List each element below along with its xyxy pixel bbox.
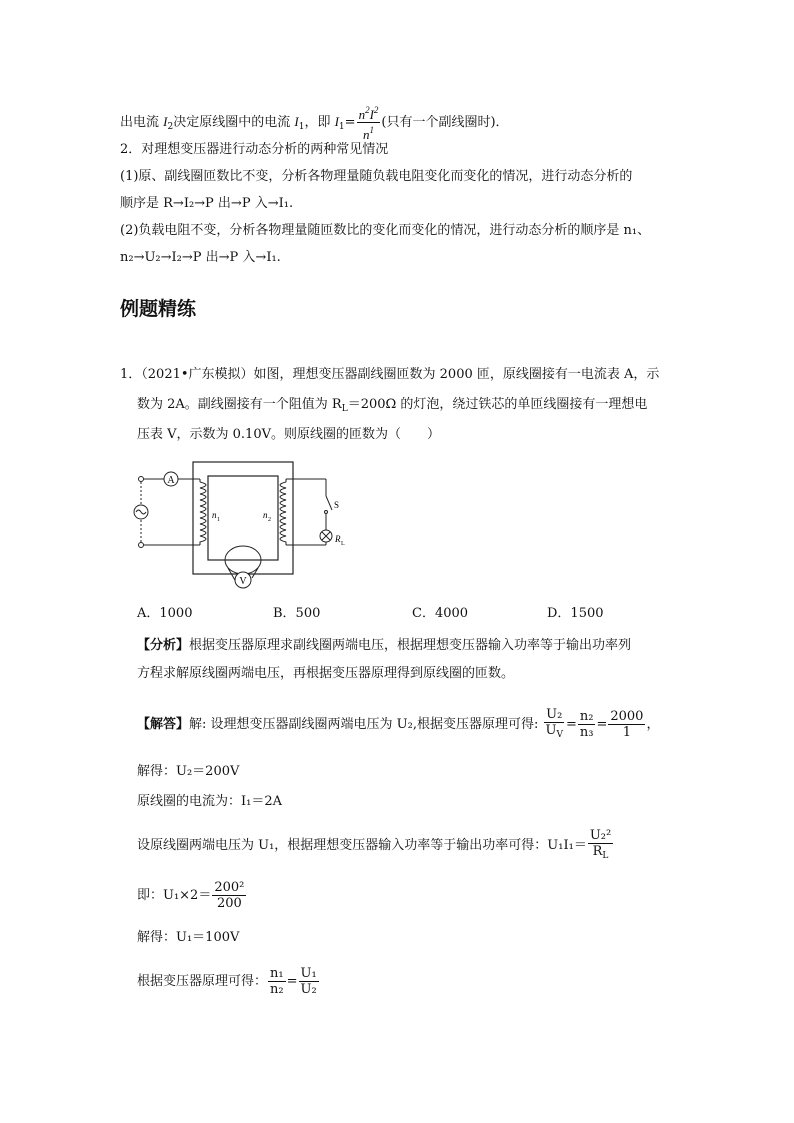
- ji-fraction: [212, 880, 246, 911]
- intro-text-b: 决定原线圈中的电流: [173, 115, 295, 130]
- intro-line: [120, 103, 509, 142]
- option-a: A．1000: [137, 606, 193, 621]
- frac-num-sup2: 2: [373, 105, 379, 115]
- power-den-sub: L: [602, 850, 609, 861]
- f3-num: 2000: [610, 709, 644, 724]
- last-num2: U₁: [300, 966, 317, 981]
- switch-label: S: [334, 500, 340, 510]
- question-line3: 压表 V，示数为 0.10V。则原线圈的匝数为（ ）: [137, 427, 440, 442]
- n1-sub-label: 1: [217, 517, 220, 523]
- case2-line1: (2)负载电阻不变，分析各物理量随匝数比的变化而变化的情况，进行动态分析的顺序是 n₁、: [120, 223, 651, 238]
- power-fraction: [588, 828, 613, 864]
- terminal-bottom: [139, 543, 144, 548]
- f1-den-sub: V: [556, 729, 563, 740]
- solution-text1: 解: 设理想变压器副线圈两端电压为 U₂,根据变压器原理可得:: [189, 717, 539, 732]
- eq-sign: =: [344, 115, 356, 130]
- result2: 解得：U₁＝100V: [137, 930, 240, 945]
- voltmeter-label: V: [239, 576, 247, 587]
- question-line2-b: ＝200Ω 的灯泡，绕过铁芯的单匝线圈接有一理想电: [347, 397, 648, 412]
- question-line2: [137, 395, 647, 419]
- last-den2: U₂: [300, 982, 317, 997]
- terminal-top: [139, 477, 144, 482]
- power-num: U₂²: [589, 827, 612, 843]
- intro-fraction: [357, 103, 381, 142]
- section2-title: 2．对理想变压器进行动态分析的两种常见情况: [120, 142, 389, 157]
- eq-lhs-sub: 1: [338, 122, 345, 132]
- case2-line2: n₂→U₂→I₂→P 出→P 入→I₁.: [120, 250, 281, 265]
- intro-text-c: ，即: [304, 115, 335, 130]
- eq-last: =: [286, 974, 298, 989]
- last-den1: n₂: [270, 982, 284, 997]
- solution-tag: 【解答】: [137, 717, 190, 732]
- n2-sub-label: 2: [268, 517, 271, 523]
- solution-line1: [137, 703, 659, 747]
- lamp-label: R: [335, 534, 341, 544]
- lamp-sub-label: L: [341, 541, 345, 547]
- f1-den-u: U: [545, 722, 557, 738]
- fraction-2000-1: [608, 709, 645, 740]
- f1-den: [543, 723, 564, 743]
- case1-line2: 顺序是 R→I₂→P 出→P 入→I₁.: [120, 196, 294, 211]
- frac-den-n: n: [362, 127, 370, 142]
- fraction-u2-uv: [543, 707, 564, 743]
- switch-contact: [325, 511, 328, 514]
- intro-text-a: 出电流: [120, 115, 164, 130]
- n1-label: n: [212, 510, 217, 520]
- wire-v2: [252, 568, 258, 578]
- last-fraction-u: [299, 966, 319, 997]
- symbol-I1-sub: 1: [298, 122, 305, 132]
- comma: ，: [646, 717, 660, 732]
- power-text: 设原线圈两端电压为 U₁，根据理想变压器输入功率等于输出功率可得：U₁I₁＝: [137, 838, 587, 853]
- ji-den: 200: [216, 896, 242, 911]
- analysis-line2: 方程求解原线圈两端电压，再根据变压器原理得到原线圈的匝数。: [137, 666, 515, 681]
- frac-num-I: I: [369, 107, 374, 122]
- power-den: [591, 844, 611, 864]
- f3-den: 1: [622, 725, 632, 740]
- eq1: =: [565, 717, 577, 732]
- primary-coil: [200, 479, 206, 545]
- n2-label: n: [263, 510, 268, 520]
- ammeter-label: A: [167, 475, 175, 486]
- analysis-tag: 【分析】: [137, 638, 190, 653]
- analysis-text1: 根据变压器原理求副线圈两端电压，根据理想变压器输入功率等于输出功率列: [189, 638, 632, 653]
- frac-num-sup: 2: [365, 105, 370, 115]
- symbol-I2-sub: 2: [167, 122, 174, 132]
- last-line: [137, 962, 320, 1002]
- last-fraction-n: [268, 966, 286, 997]
- ji-num: 200²: [214, 880, 245, 895]
- option-d: D．1500: [547, 606, 604, 621]
- transformer-circuit-diagram: [128, 460, 358, 595]
- secondary-coil: [280, 479, 286, 545]
- last-text: 根据变压器原理可得：: [137, 974, 268, 989]
- case1-line1: (1)原、副线圈匝数比不变，分析各物理量随负载电阻变化而变化的情况，进行动态分析的: [120, 169, 633, 184]
- f2-den: n₃: [579, 725, 594, 740]
- f1-num: U₂: [546, 706, 563, 722]
- frac-den-sup: 1: [369, 125, 374, 135]
- symbol-I2: I: [163, 114, 168, 129]
- result1: 解得：U₂＝200V: [137, 764, 240, 779]
- question-line2-a: 数为 2A。副线圈接有一个阻值为 R: [137, 397, 342, 412]
- option-c: C．4000: [412, 606, 469, 621]
- eq2: =: [596, 717, 608, 732]
- f2-num: n₂: [579, 709, 594, 724]
- analysis-line1: [137, 636, 631, 656]
- switch-blade: [326, 496, 332, 510]
- power-line: [137, 824, 614, 868]
- option-b: B．500: [273, 606, 321, 621]
- last-num1: n₁: [270, 966, 284, 981]
- intro-frac-num: [357, 103, 381, 123]
- question-line2-sub: L: [341, 404, 348, 414]
- power-den-r: R: [592, 843, 603, 859]
- ji-line: [137, 876, 247, 916]
- section-heading: 例题精练: [120, 298, 197, 320]
- intro-text-d: (只有一个副线圈时)．: [381, 115, 509, 130]
- ji-text: 即：U₁×2＝: [137, 888, 212, 903]
- symbol-I1: I: [294, 114, 299, 129]
- current-line: 原线圈的电流为：I₁＝2A: [137, 794, 283, 809]
- fraction-n2-n3: [578, 709, 596, 740]
- eq-lhs: I: [334, 114, 339, 129]
- question-line1: 1．（2021•广东模拟）如图，理想变压器副线圈匝数为 2000 匝，原线圈接有一电流表 A，示: [120, 367, 660, 382]
- frac-num-n: n: [358, 107, 366, 122]
